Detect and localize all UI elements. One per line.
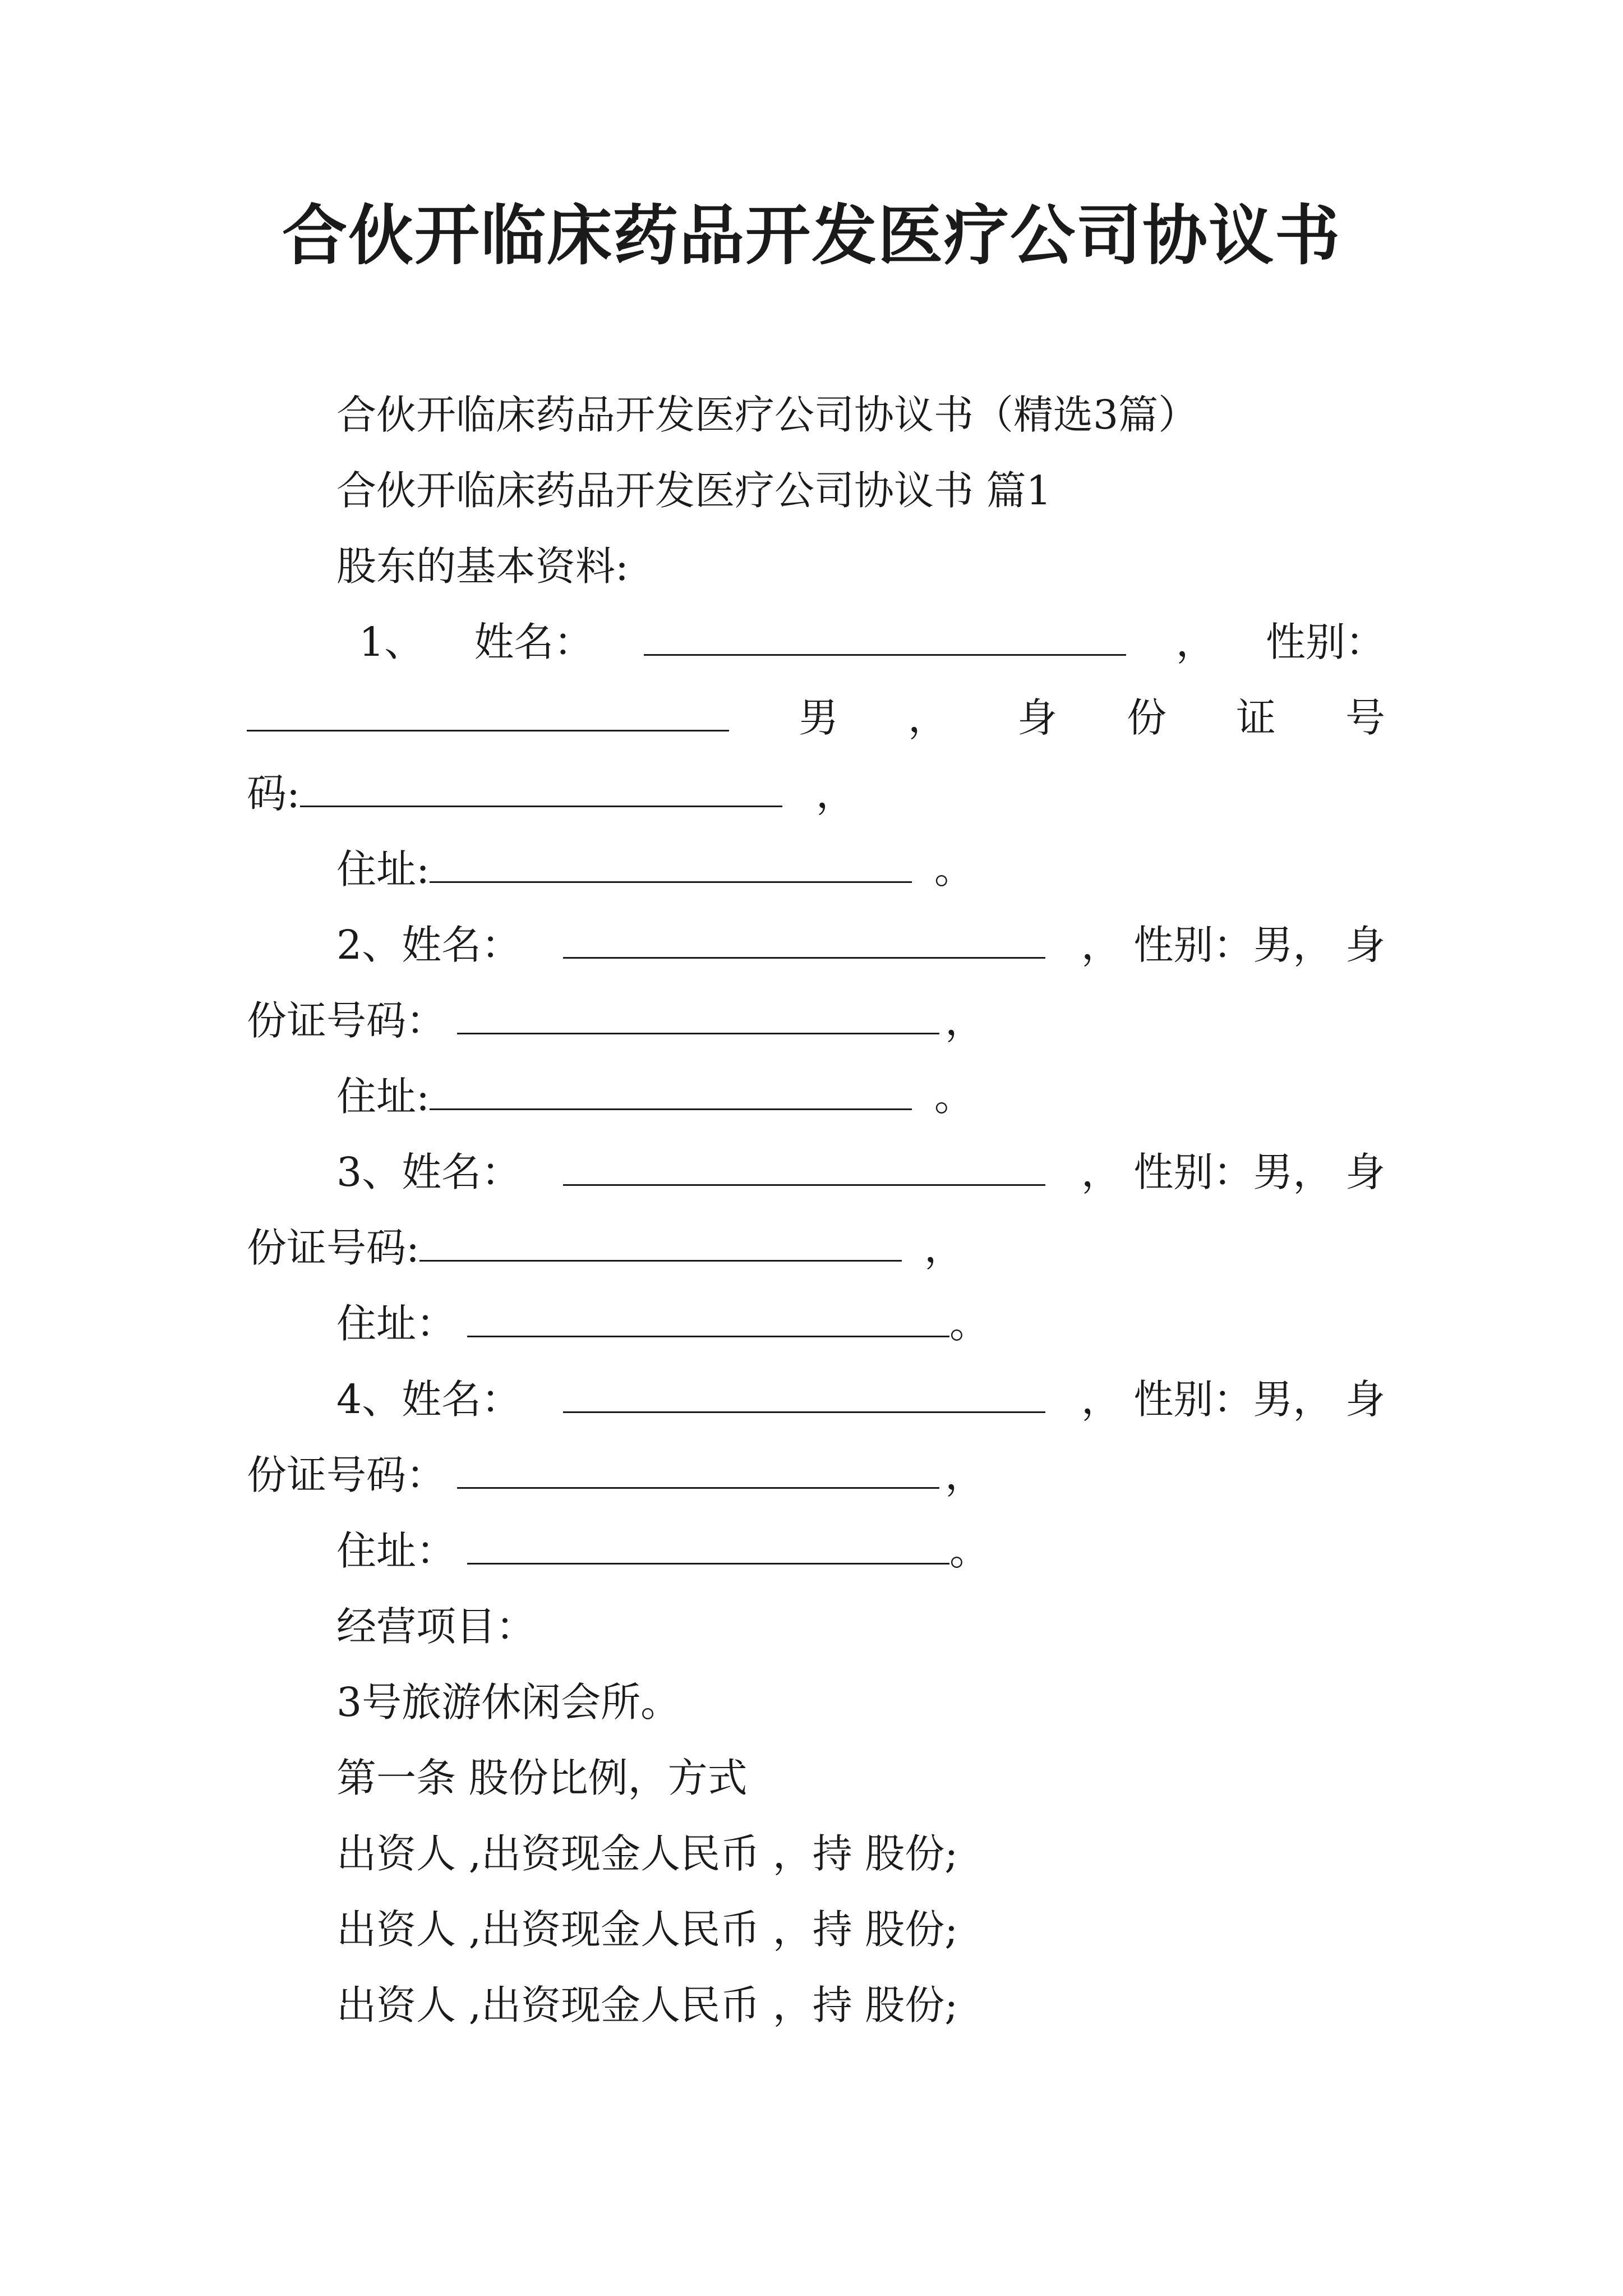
shareholder-3-name-label: 3、姓名： — [336, 1149, 522, 1195]
shareholder-2-period: 。 — [934, 1073, 974, 1120]
shareholder-1-name-row — [359, 614, 1385, 670]
shareholder-3-address-blank[interactable] — [467, 1300, 949, 1337]
basic-info-heading: 股东的基本资料: — [336, 543, 629, 590]
shareholder-3-address-label: 住址： — [336, 1300, 457, 1347]
shareholder-1-id-row — [247, 766, 856, 822]
article-1-heading: 第一条 股份比例，方式 — [336, 1755, 748, 1801]
shareholder-4-name-label: 4、姓名： — [336, 1376, 522, 1423]
shareholder-1-gender-value: 男 — [798, 694, 838, 741]
shareholder-3-name-blank[interactable] — [563, 1148, 1045, 1186]
shareholder-4-id-label: 份证号码： — [247, 1452, 446, 1498]
shareholder-1-gender-blank[interactable] — [247, 694, 729, 731]
shareholder-2-id-row: 份证号码： ， — [247, 997, 985, 1044]
shareholder-1-id-blank[interactable] — [300, 770, 782, 807]
shareholder-4-period: 。 — [949, 1527, 990, 1574]
shareholder-4-gender-text: ， 性别：男， 身 — [1081, 1376, 1385, 1423]
shareholder-1-address-label: 住址: — [336, 846, 430, 892]
business-value: 3号旅游休闲会所。 — [336, 1679, 681, 1726]
shareholder-2-name-label: 2、姓名： — [336, 922, 522, 968]
shareholder-3-name-row — [336, 1144, 1385, 1200]
shareholder-1-id-char-1: 身 — [1017, 694, 1057, 741]
shareholder-3-period: 。 — [949, 1300, 990, 1347]
shareholder-4-address-row — [336, 1523, 989, 1579]
investor-line-2: 出资人 ,出资现金人民币 ，持 股份; — [336, 1906, 958, 1953]
shareholder-1-address-blank[interactable] — [430, 845, 912, 883]
shareholder-2-address-blank[interactable] — [430, 1073, 912, 1110]
shareholder-1-id-label: 码: — [247, 770, 300, 817]
shareholder-3-id-label: 份证号码: — [247, 1225, 419, 1271]
shareholder-2-address-label: 住址: — [336, 1073, 430, 1120]
investor-line-1: 出资人 ,出资现金人民币 ，持 股份; — [336, 1830, 958, 1877]
shareholder-4-name-blank[interactable] — [563, 1375, 1045, 1413]
shareholder-3-id-blank[interactable] — [419, 1224, 902, 1262]
shareholder-1-gender-label: 性别： — [1265, 619, 1385, 665]
shareholder-3-address-row — [336, 1296, 989, 1352]
shareholder-1-name-blank[interactable] — [644, 618, 1126, 656]
shareholder-2-name-blank[interactable] — [563, 921, 1045, 959]
chapter-heading: 合伙开临床药品开发医疗公司协议书 篇1 — [336, 467, 1052, 514]
shareholder-1-comma2: ， — [907, 694, 948, 741]
business-label: 经营项目： — [336, 1603, 536, 1650]
shareholder-4-id-blank[interactable] — [457, 1451, 939, 1489]
document-subtitle: 合伙开临床药品开发医疗公司协议书（精选3篇） — [336, 392, 1198, 438]
shareholder-4-address-blank[interactable] — [467, 1527, 949, 1565]
shareholder-2-id-blank[interactable] — [457, 997, 939, 1034]
shareholder-4-address-label: 住址： — [336, 1527, 457, 1574]
shareholder-2-id-label: 份证号码： — [247, 997, 446, 1044]
document-title: 合伙开临床药品开发医疗公司协议书 — [282, 197, 1341, 274]
shareholder-2-address-row — [336, 1069, 974, 1125]
shareholder-3-gender-text: ， 性别：男， 身 — [1081, 1149, 1385, 1195]
shareholder-1-comma3: ， — [815, 770, 856, 817]
shareholder-1-address-row — [336, 841, 974, 898]
shareholder-4-name-row — [336, 1372, 1385, 1428]
shareholder-1-comma: ， — [1175, 619, 1216, 665]
shareholder-1-gender-row — [247, 690, 1385, 746]
shareholder-2-name-row — [336, 917, 1385, 973]
shareholder-1-id-char-4: 号 — [1345, 694, 1385, 741]
shareholder-4-id-row: 份证号码： ， — [247, 1452, 985, 1498]
shareholder-1-name-label: 姓名： — [474, 619, 594, 665]
shareholder-2-gender-text: ， 性别：男， 身 — [1081, 922, 1385, 968]
investor-line-3: 出资人 ,出资现金人民币 ，持 股份; — [336, 1982, 958, 2028]
shareholder-1-number: 1、 — [359, 619, 425, 665]
shareholder-1-id-char-3: 证 — [1235, 694, 1276, 741]
shareholder-3-id-row: 份证号码: ， — [247, 1225, 964, 1271]
shareholder-1-id-char-2: 份 — [1126, 694, 1166, 741]
shareholder-1-period: 。 — [934, 846, 974, 892]
